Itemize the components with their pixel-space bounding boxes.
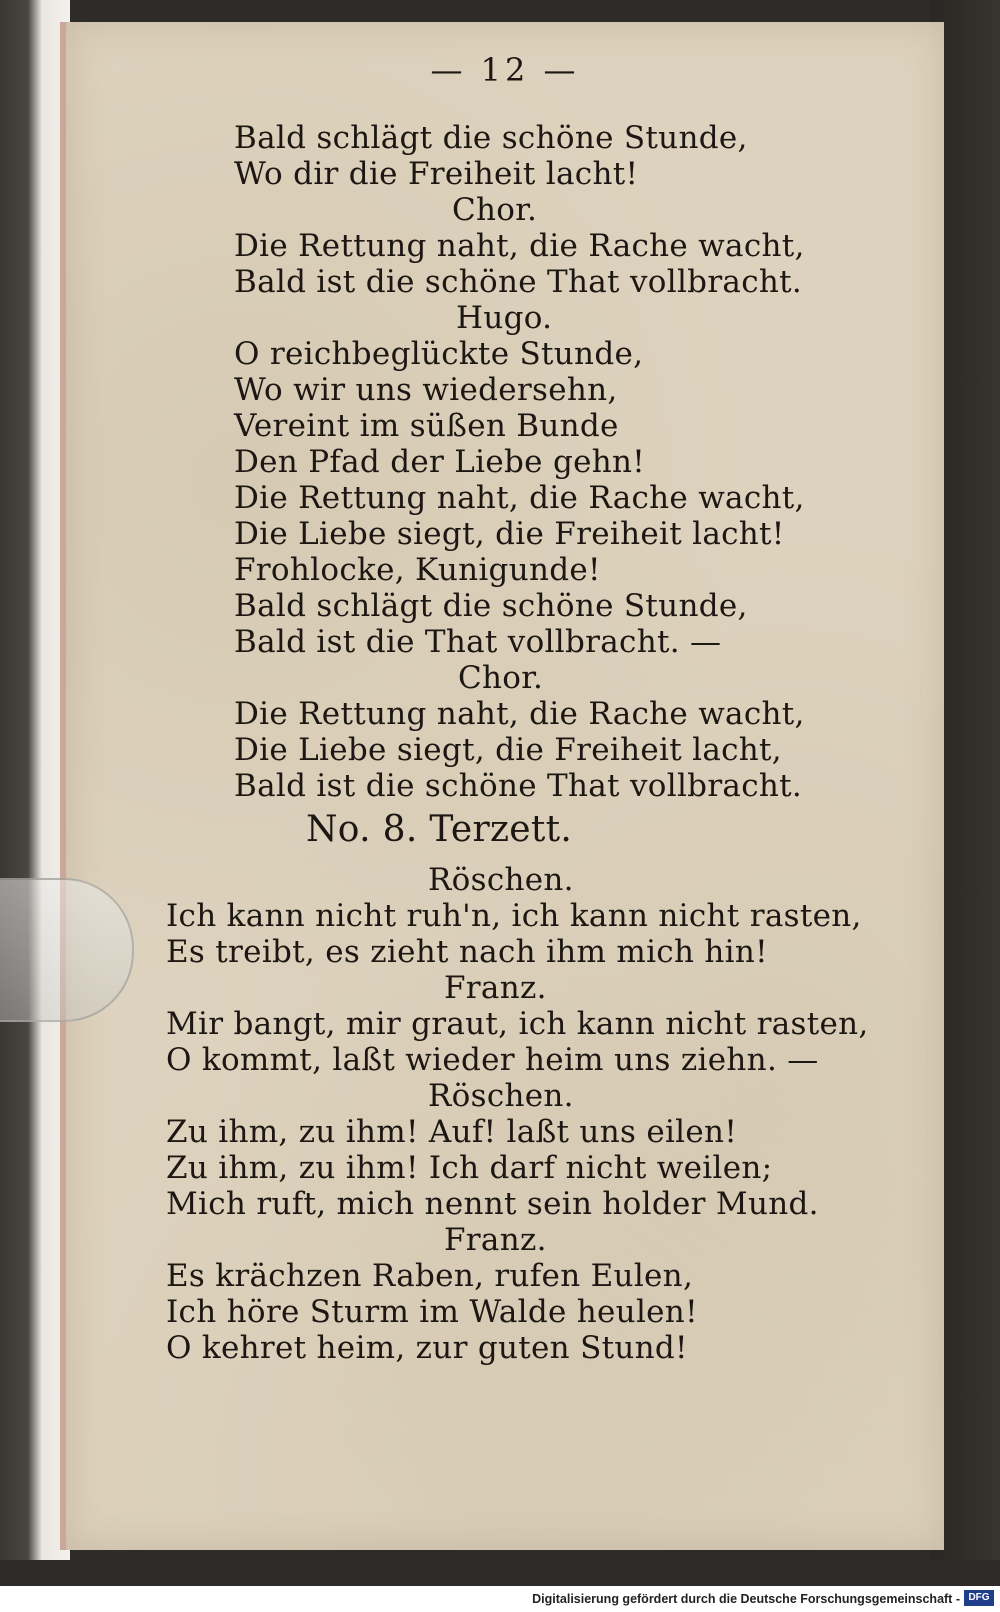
speaker-heading: Franz. [444, 1222, 547, 1258]
verse-line: Mich ruft, mich nennt sein holder Mund. [166, 1186, 819, 1222]
dfg-logo-icon: DFG [964, 1590, 994, 1606]
verse-line: Bald schlägt die schöne Stunde, [234, 588, 748, 624]
verse-line: Mir bangt, mir graut, ich kann nicht rasten, [166, 1006, 869, 1042]
verse-line: Bald ist die schöne That vollbracht. [234, 264, 803, 300]
verse-line: Die Rettung naht, die Rache wacht, [234, 696, 805, 732]
verse-line: Die Liebe siegt, die Freiheit lacht! [234, 516, 785, 552]
speaker-heading: Franz. [444, 970, 547, 1006]
digitization-footer [0, 1586, 1000, 1612]
verse-line: O kehret heim, zur guten Stund! [166, 1330, 688, 1366]
verse-line: Es treibt, es zieht nach ihm mich hin! [166, 934, 768, 970]
speaker-heading: Hugo. [456, 300, 553, 336]
verse-line: Wo wir uns wiedersehn, [234, 372, 618, 408]
speaker-heading: Röschen. [428, 862, 574, 898]
verse-line: Bald schlägt die schöne Stunde, [234, 120, 748, 156]
verse-line: Zu ihm, zu ihm! Ich darf nicht weilen; [166, 1150, 773, 1186]
verse-line: Bald ist die That vollbracht. — [234, 624, 722, 660]
verse-line: Zu ihm, zu ihm! Auf! laßt uns eilen! [166, 1114, 738, 1150]
verse-line: Ich kann nicht ruh'n, ich kann nicht rasten, [166, 898, 862, 934]
verse-line: Frohlocke, Kunigunde! [234, 552, 601, 588]
book-page [60, 22, 944, 1550]
verse-line: Ich höre Sturm im Walde heulen! [166, 1294, 698, 1330]
verse-line: Bald ist die schöne That vollbracht. [234, 768, 803, 804]
speaker-heading: Röschen. [428, 1078, 574, 1114]
page-clip [0, 878, 134, 1022]
verse-line: Die Rettung naht, die Rache wacht, [234, 228, 805, 264]
speaker-heading: Chor. [458, 660, 544, 696]
verse-line: Den Pfad der Liebe gehn! [234, 444, 646, 480]
page-number: — 12 — [430, 51, 580, 89]
speaker-heading: Chor. [452, 192, 538, 228]
verse-line: Es krächzen Raben, rufen Eulen, [166, 1258, 694, 1294]
verse-line: O kommt, laßt wieder heim uns ziehn. — [166, 1042, 819, 1078]
verse-line: Die Liebe siegt, die Freiheit lacht, [234, 732, 782, 768]
section-heading: No. 8. Terzett. [306, 809, 573, 850]
verse-line: Vereint im süßen Bunde [234, 408, 619, 444]
page-text [66, 22, 944, 1550]
verse-line: Wo dir die Freiheit lacht! [234, 156, 639, 192]
verse-line: Die Rettung naht, die Rache wacht, [234, 480, 805, 516]
funding-credit: Digitalisierung gefördert durch die Deutsche Forschungsgemeinschaft - [532, 1592, 960, 1606]
verse-line: O reichbeglückte Stunde, [234, 336, 644, 372]
